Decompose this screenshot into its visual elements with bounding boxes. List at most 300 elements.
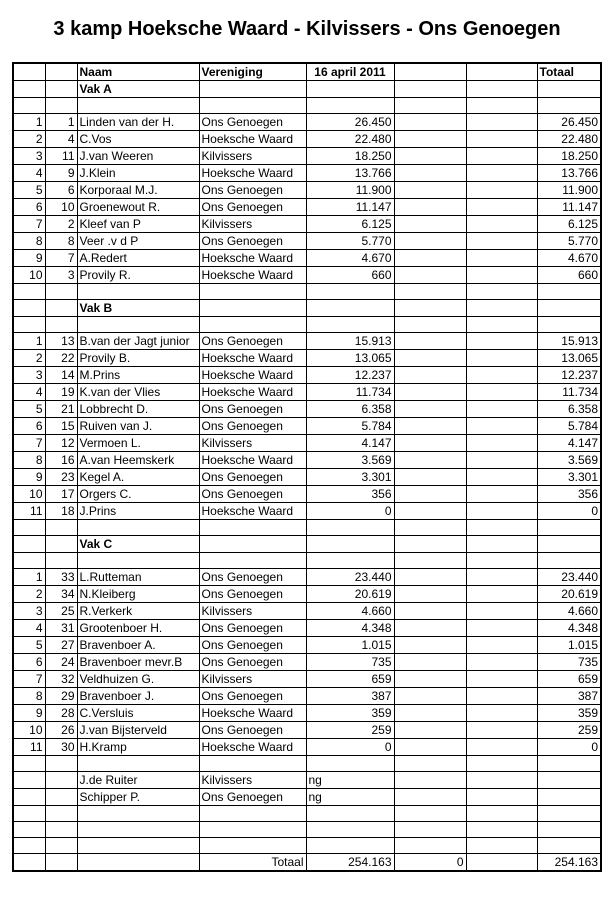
cell bbox=[466, 435, 537, 452]
name-cell: Grootenboer H. bbox=[77, 620, 199, 637]
cell bbox=[466, 620, 537, 637]
number-cell: 30 bbox=[45, 739, 77, 756]
cell bbox=[394, 401, 466, 418]
cell bbox=[466, 367, 537, 384]
cell bbox=[13, 536, 45, 553]
table-row bbox=[13, 350, 601, 367]
rank-cell: 8 bbox=[13, 688, 45, 705]
weight-cell: 11.147 bbox=[306, 199, 394, 216]
cell bbox=[537, 520, 601, 536]
cell bbox=[466, 418, 537, 435]
cell bbox=[394, 300, 466, 317]
cell bbox=[306, 553, 394, 569]
number-cell: 24 bbox=[45, 654, 77, 671]
cell bbox=[466, 569, 537, 586]
table-row bbox=[13, 333, 601, 350]
cell bbox=[466, 553, 537, 569]
total-cell: 13.065 bbox=[537, 350, 601, 367]
cell bbox=[394, 620, 466, 637]
cell bbox=[394, 267, 466, 284]
table-row bbox=[13, 435, 601, 452]
table-row bbox=[13, 367, 601, 384]
club-cell: Kilvissers bbox=[199, 772, 306, 789]
club-cell: Ons Genoegen bbox=[199, 469, 306, 486]
cell bbox=[466, 401, 537, 418]
cell bbox=[394, 233, 466, 250]
cell bbox=[77, 854, 199, 872]
weight-cell: 359 bbox=[306, 705, 394, 722]
weight-cell: 13.766 bbox=[306, 165, 394, 182]
cell bbox=[537, 789, 601, 806]
weight-cell: 11.734 bbox=[306, 384, 394, 401]
number-cell: 7 bbox=[45, 250, 77, 267]
cell bbox=[13, 81, 45, 98]
name-cell: J.Klein bbox=[77, 165, 199, 182]
cell bbox=[537, 772, 601, 789]
name-cell: C.Versluis bbox=[77, 705, 199, 722]
rank-cell: 3 bbox=[13, 603, 45, 620]
table-row bbox=[13, 603, 601, 620]
section-title: Vak C bbox=[77, 536, 199, 553]
cell bbox=[466, 822, 537, 838]
weight-cell: 15.913 bbox=[306, 333, 394, 350]
cell bbox=[394, 637, 466, 654]
cell bbox=[13, 553, 45, 569]
name-cell: J.Prins bbox=[77, 503, 199, 520]
cell bbox=[466, 520, 537, 536]
cell bbox=[466, 81, 537, 98]
empty-row bbox=[13, 756, 601, 772]
rank-cell: 11 bbox=[13, 503, 45, 520]
weight-cell: 12.237 bbox=[306, 367, 394, 384]
weight-cell: 660 bbox=[306, 267, 394, 284]
name-cell: H.Kramp bbox=[77, 739, 199, 756]
number-cell: 4 bbox=[45, 131, 77, 148]
club-cell: Ons Genoegen bbox=[199, 114, 306, 131]
rank-cell: 5 bbox=[13, 637, 45, 654]
cell bbox=[394, 569, 466, 586]
cell bbox=[466, 503, 537, 520]
number-cell: 9 bbox=[45, 165, 77, 182]
cell bbox=[394, 350, 466, 367]
table-row bbox=[13, 486, 601, 503]
total-cell: 3.569 bbox=[537, 452, 601, 469]
cell bbox=[466, 688, 537, 705]
rank-cell: 1 bbox=[13, 114, 45, 131]
table-row bbox=[13, 250, 601, 267]
cell bbox=[199, 81, 306, 98]
cell bbox=[394, 114, 466, 131]
weight-cell: 259 bbox=[306, 722, 394, 739]
table-row bbox=[13, 671, 601, 688]
total-cell: 15.913 bbox=[537, 333, 601, 350]
cell bbox=[466, 114, 537, 131]
cell bbox=[394, 756, 466, 772]
name-cell: C.Vos bbox=[77, 131, 199, 148]
name-cell: M.Prins bbox=[77, 367, 199, 384]
total-cell: 26.450 bbox=[537, 114, 601, 131]
cell bbox=[537, 822, 601, 838]
cell bbox=[537, 300, 601, 317]
cell bbox=[394, 333, 466, 350]
rank-cell: 2 bbox=[13, 586, 45, 603]
name-cell: Provily B. bbox=[77, 350, 199, 367]
cell bbox=[394, 81, 466, 98]
number-cell: 21 bbox=[45, 401, 77, 418]
name-cell: R.Verkerk bbox=[77, 603, 199, 620]
name-cell: K.van der Vlies bbox=[77, 384, 199, 401]
club-cell: Hoeksche Waard bbox=[199, 705, 306, 722]
cell bbox=[45, 806, 77, 822]
cell bbox=[466, 233, 537, 250]
cell bbox=[466, 284, 537, 300]
total-cell: 359 bbox=[537, 705, 601, 722]
empty-row bbox=[13, 822, 601, 838]
club-cell: Ons Genoegen bbox=[199, 654, 306, 671]
number-cell: 27 bbox=[45, 637, 77, 654]
cell bbox=[199, 300, 306, 317]
cell bbox=[45, 520, 77, 536]
cell bbox=[394, 63, 466, 81]
number-cell: 32 bbox=[45, 671, 77, 688]
weight-cell: 735 bbox=[306, 654, 394, 671]
name-cell: N.Kleiberg bbox=[77, 586, 199, 603]
cell bbox=[537, 98, 601, 114]
empty-row bbox=[13, 520, 601, 536]
cell bbox=[537, 81, 601, 98]
number-cell: 8 bbox=[45, 233, 77, 250]
club-cell: Hoeksche Waard bbox=[199, 131, 306, 148]
cell bbox=[394, 367, 466, 384]
cell bbox=[466, 452, 537, 469]
cell bbox=[466, 384, 537, 401]
empty-row bbox=[13, 553, 601, 569]
name-cell: Bravenboer mevr.B bbox=[77, 654, 199, 671]
cell bbox=[394, 722, 466, 739]
name-cell: Groenewout R. bbox=[77, 199, 199, 216]
weight-cell: 0 bbox=[306, 739, 394, 756]
header-vereniging: Vereniging bbox=[199, 63, 306, 81]
cell bbox=[306, 81, 394, 98]
cell bbox=[45, 81, 77, 98]
total-cell: 259 bbox=[537, 722, 601, 739]
club-cell: Ons Genoegen bbox=[199, 620, 306, 637]
cell bbox=[394, 503, 466, 520]
cell bbox=[45, 756, 77, 772]
name-cell: Korporaal M.J. bbox=[77, 182, 199, 199]
cell bbox=[199, 822, 306, 838]
cell bbox=[199, 756, 306, 772]
name-cell: J.van Bijsterveld bbox=[77, 722, 199, 739]
header-totaal: Totaal bbox=[537, 63, 601, 81]
weight-cell: 11.900 bbox=[306, 182, 394, 199]
club-cell: Hoeksche Waard bbox=[199, 384, 306, 401]
cell bbox=[394, 536, 466, 553]
cell bbox=[466, 637, 537, 654]
table-row bbox=[13, 114, 601, 131]
weight-cell: 20.619 bbox=[306, 586, 394, 603]
rank-cell: 4 bbox=[13, 384, 45, 401]
club-cell: Kilvissers bbox=[199, 216, 306, 233]
cell bbox=[466, 536, 537, 553]
cell bbox=[394, 553, 466, 569]
cell bbox=[45, 284, 77, 300]
cell bbox=[466, 333, 537, 350]
cell bbox=[394, 486, 466, 503]
name-cell: L.Rutteman bbox=[77, 569, 199, 586]
cell bbox=[466, 98, 537, 114]
club-cell: Ons Genoegen bbox=[199, 789, 306, 806]
number-cell: 19 bbox=[45, 384, 77, 401]
cell bbox=[466, 789, 537, 806]
total-cell: 4.670 bbox=[537, 250, 601, 267]
table-row bbox=[13, 469, 601, 486]
cell bbox=[77, 553, 199, 569]
rank-cell: 1 bbox=[13, 333, 45, 350]
number-cell: 11 bbox=[45, 148, 77, 165]
cell bbox=[13, 838, 45, 854]
weight-cell: 659 bbox=[306, 671, 394, 688]
club-cell: Ons Genoegen bbox=[199, 401, 306, 418]
club-cell: Ons Genoegen bbox=[199, 199, 306, 216]
cell bbox=[466, 216, 537, 233]
table-row bbox=[13, 772, 601, 789]
total-cell: 659 bbox=[537, 671, 601, 688]
table-row bbox=[13, 739, 601, 756]
cell bbox=[45, 317, 77, 333]
weight-cell: 3.301 bbox=[306, 469, 394, 486]
section-row bbox=[13, 300, 601, 317]
table-row bbox=[13, 637, 601, 654]
weight-cell: 5.770 bbox=[306, 233, 394, 250]
club-cell: Ons Genoegen bbox=[199, 586, 306, 603]
cell bbox=[45, 789, 77, 806]
cell bbox=[13, 789, 45, 806]
cell bbox=[466, 654, 537, 671]
name-cell: J.de Ruiter bbox=[77, 772, 199, 789]
name-cell: Kegel A. bbox=[77, 469, 199, 486]
rank-cell: 9 bbox=[13, 250, 45, 267]
weight-cell: 18.250 bbox=[306, 148, 394, 165]
cell bbox=[394, 772, 466, 789]
table-row bbox=[13, 267, 601, 284]
name-cell: Orgers C. bbox=[77, 486, 199, 503]
cell bbox=[77, 520, 199, 536]
cell bbox=[394, 317, 466, 333]
cell bbox=[45, 822, 77, 838]
cell bbox=[13, 300, 45, 317]
weight-cell: 6.125 bbox=[306, 216, 394, 233]
club-cell: Ons Genoegen bbox=[199, 688, 306, 705]
total-cell: 18.250 bbox=[537, 148, 601, 165]
cell bbox=[306, 317, 394, 333]
cell bbox=[537, 284, 601, 300]
cell bbox=[537, 806, 601, 822]
section-title: Vak A bbox=[77, 81, 199, 98]
rank-cell: 5 bbox=[13, 401, 45, 418]
total-cell: 0 bbox=[537, 503, 601, 520]
number-cell: 26 bbox=[45, 722, 77, 739]
cell bbox=[394, 98, 466, 114]
name-cell: Bravenboer J. bbox=[77, 688, 199, 705]
cell bbox=[306, 284, 394, 300]
rank-cell: 10 bbox=[13, 722, 45, 739]
empty-row bbox=[13, 284, 601, 300]
cell bbox=[199, 284, 306, 300]
cell bbox=[199, 317, 306, 333]
cell bbox=[13, 284, 45, 300]
total-cell: 20.619 bbox=[537, 586, 601, 603]
number-cell: 16 bbox=[45, 452, 77, 469]
cell bbox=[537, 317, 601, 333]
cell bbox=[77, 756, 199, 772]
total-cell: 4.147 bbox=[537, 435, 601, 452]
cell bbox=[466, 63, 537, 81]
header-datum: 16 april 2011 bbox=[306, 63, 394, 81]
club-cell: Ons Genoegen bbox=[199, 569, 306, 586]
rank-cell: 10 bbox=[13, 267, 45, 284]
section-row bbox=[13, 536, 601, 553]
cell bbox=[394, 199, 466, 216]
rank-cell: 7 bbox=[13, 671, 45, 688]
weight-cell: 387 bbox=[306, 688, 394, 705]
weight-cell: 13.065 bbox=[306, 350, 394, 367]
cell bbox=[466, 350, 537, 367]
rank-cell: 3 bbox=[13, 148, 45, 165]
weight-cell: 4.670 bbox=[306, 250, 394, 267]
table-row bbox=[13, 569, 601, 586]
cell bbox=[13, 822, 45, 838]
number-cell: 3 bbox=[45, 267, 77, 284]
table-row bbox=[13, 233, 601, 250]
cell bbox=[77, 838, 199, 854]
cell bbox=[77, 317, 199, 333]
cell bbox=[306, 806, 394, 822]
rank-cell: 7 bbox=[13, 435, 45, 452]
name-cell: Ruiven van J. bbox=[77, 418, 199, 435]
club-cell: Kilvissers bbox=[199, 671, 306, 688]
cell bbox=[466, 586, 537, 603]
name-cell: Bravenboer A. bbox=[77, 637, 199, 654]
number-cell: 28 bbox=[45, 705, 77, 722]
number-cell: 2 bbox=[45, 216, 77, 233]
cell bbox=[394, 469, 466, 486]
cell bbox=[466, 705, 537, 722]
cell bbox=[466, 250, 537, 267]
cell bbox=[394, 435, 466, 452]
rank-cell: 4 bbox=[13, 165, 45, 182]
cell bbox=[394, 603, 466, 620]
rank-cell: 6 bbox=[13, 199, 45, 216]
cell bbox=[13, 520, 45, 536]
weight-cell: 23.440 bbox=[306, 569, 394, 586]
number-cell: 31 bbox=[45, 620, 77, 637]
cell bbox=[394, 586, 466, 603]
rank-cell: 10 bbox=[13, 486, 45, 503]
cell bbox=[466, 756, 537, 772]
club-cell: Hoeksche Waard bbox=[199, 267, 306, 284]
cell bbox=[537, 756, 601, 772]
cell bbox=[394, 384, 466, 401]
cell bbox=[537, 536, 601, 553]
club-cell: Ons Genoegen bbox=[199, 233, 306, 250]
table-row bbox=[13, 620, 601, 637]
section-row bbox=[13, 81, 601, 98]
name-cell: Schipper P. bbox=[77, 789, 199, 806]
total-cell: 4.660 bbox=[537, 603, 601, 620]
cell bbox=[77, 284, 199, 300]
rank-cell: 5 bbox=[13, 182, 45, 199]
cell bbox=[394, 654, 466, 671]
weight-cell: 1.015 bbox=[306, 637, 394, 654]
table-row bbox=[13, 148, 601, 165]
cell bbox=[466, 603, 537, 620]
name-cell: Veer .v d P bbox=[77, 233, 199, 250]
table-row bbox=[13, 384, 601, 401]
cell bbox=[466, 317, 537, 333]
number-cell: 10 bbox=[45, 199, 77, 216]
club-cell: Hoeksche Waard bbox=[199, 350, 306, 367]
cell bbox=[45, 536, 77, 553]
cell bbox=[466, 671, 537, 688]
club-cell: Ons Genoegen bbox=[199, 722, 306, 739]
cell bbox=[466, 199, 537, 216]
total-cell: 6.358 bbox=[537, 401, 601, 418]
rank-cell: 3 bbox=[13, 367, 45, 384]
table-row bbox=[13, 705, 601, 722]
cell bbox=[394, 165, 466, 182]
number-cell: 23 bbox=[45, 469, 77, 486]
number-cell: 29 bbox=[45, 688, 77, 705]
cell bbox=[306, 520, 394, 536]
number-cell: 13 bbox=[45, 333, 77, 350]
cell bbox=[394, 148, 466, 165]
cell bbox=[466, 806, 537, 822]
name-cell: A.van Heemskerk bbox=[77, 452, 199, 469]
number-cell: 15 bbox=[45, 418, 77, 435]
empty-row bbox=[13, 838, 601, 854]
total-cell: 356 bbox=[537, 486, 601, 503]
table-row bbox=[13, 503, 601, 520]
weight-cell: 22.480 bbox=[306, 131, 394, 148]
cell bbox=[77, 822, 199, 838]
footer-datum-total: 254.163 bbox=[306, 854, 394, 872]
cell bbox=[466, 486, 537, 503]
footer-row bbox=[13, 854, 601, 872]
number-cell: 12 bbox=[45, 435, 77, 452]
cell bbox=[199, 838, 306, 854]
weight-cell: ng bbox=[306, 789, 394, 806]
table-row bbox=[13, 199, 601, 216]
total-cell: 12.237 bbox=[537, 367, 601, 384]
name-cell: Provily R. bbox=[77, 267, 199, 284]
weight-cell: 5.784 bbox=[306, 418, 394, 435]
total-cell: 11.900 bbox=[537, 182, 601, 199]
cell bbox=[466, 772, 537, 789]
name-cell: Lobbrecht D. bbox=[77, 401, 199, 418]
weight-cell: 4.147 bbox=[306, 435, 394, 452]
cell bbox=[537, 553, 601, 569]
cell bbox=[394, 452, 466, 469]
club-cell: Hoeksche Waard bbox=[199, 739, 306, 756]
cell bbox=[13, 854, 45, 872]
number-cell: 25 bbox=[45, 603, 77, 620]
cell bbox=[306, 838, 394, 854]
name-cell: Linden van der H. bbox=[77, 114, 199, 131]
section-title: Vak B bbox=[77, 300, 199, 317]
weight-cell: ng bbox=[306, 772, 394, 789]
cell bbox=[199, 536, 306, 553]
